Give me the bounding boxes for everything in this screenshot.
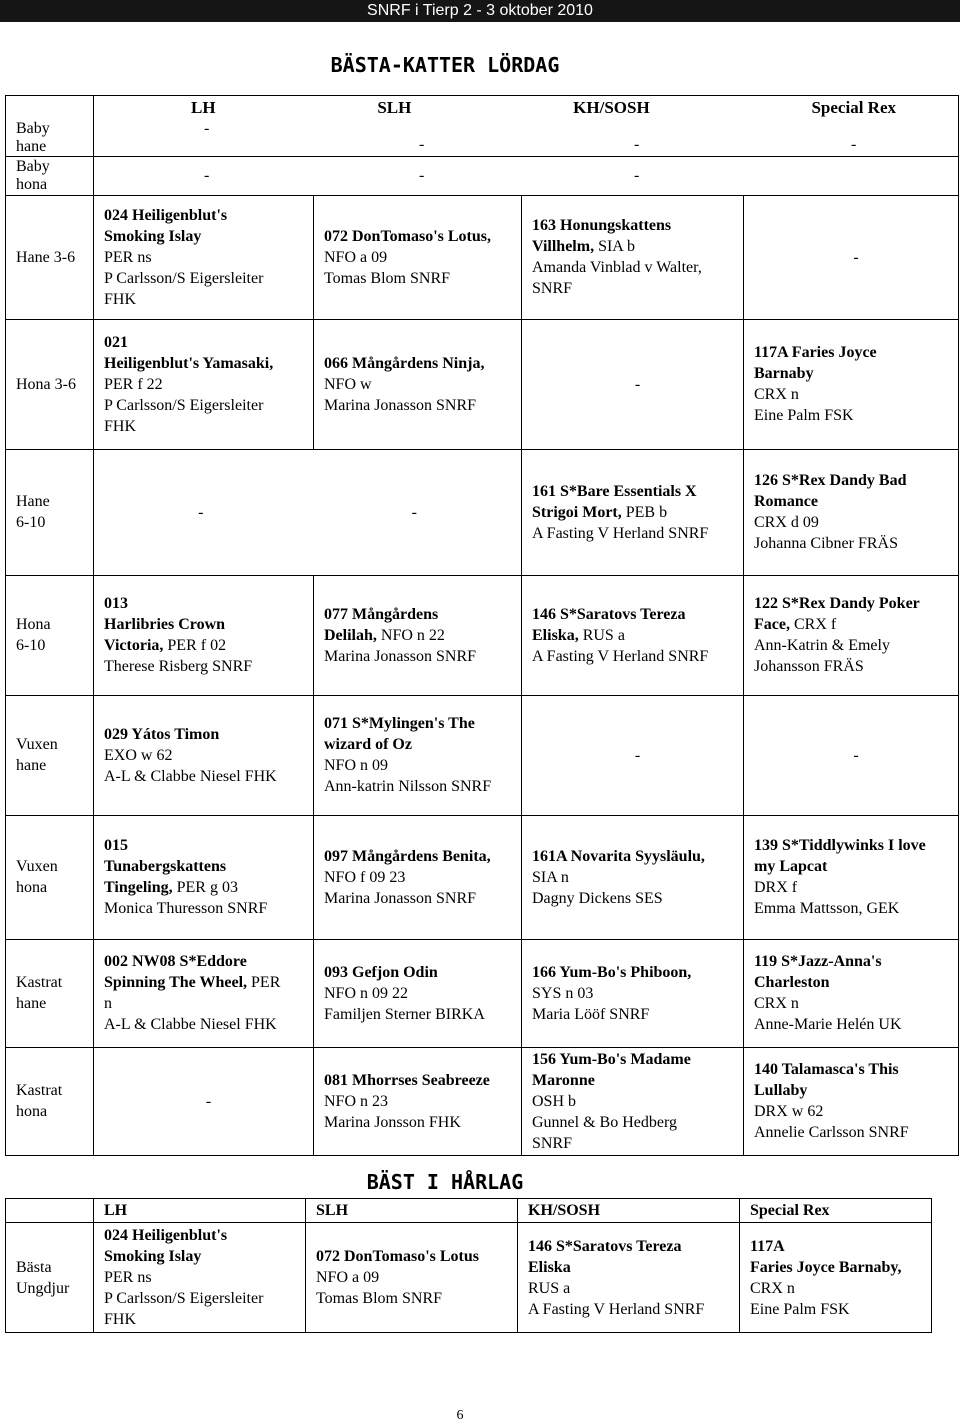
cat-name: Strigoi Mort,: [532, 503, 622, 521]
cat-name: 071 S*Mylingen's The: [324, 715, 475, 732]
result-row: [6, 939, 959, 1047]
cat-name: 117A Faries Joyce: [754, 344, 877, 361]
column-header-lh: LH: [94, 1199, 306, 1223]
empty-cell-dash: -: [411, 503, 417, 521]
column-header-kh-sosh: KH/SOSH: [573, 98, 650, 118]
cat-detail: NFO n 09 22: [324, 984, 409, 1002]
cat-name: 161 S*Bare Essentials X: [532, 482, 697, 500]
cat-detail: Tomas Blom SNRF: [324, 269, 451, 287]
cat-detail: DRX f: [754, 879, 798, 896]
cat-entry: [94, 695, 314, 815]
cat-entry: [94, 195, 314, 319]
cat-name: 021: [104, 333, 128, 351]
cat-entry: [522, 1047, 744, 1155]
cat-detail: FHK: [104, 290, 137, 308]
column-header-slh: SLH: [306, 1199, 518, 1223]
cat-detail: DRX w 62: [754, 1103, 824, 1120]
cat-detail: Dagny Dickens SES: [532, 889, 663, 907]
cat-entry: [314, 815, 522, 939]
results-table: [5, 95, 959, 1156]
empty-cell-dash: -: [522, 695, 744, 815]
cat-detail: Tomas Blom SNRF: [316, 1290, 443, 1307]
document-header: [0, 0, 960, 22]
cat-name: Smoking Islay: [104, 227, 202, 245]
row-label: Bästa Ungdjur: [6, 1223, 94, 1333]
cat-breed-code: SIA b: [594, 238, 635, 255]
result-row: [6, 815, 959, 939]
cat-detail: Maria Lööf SNRF: [532, 1005, 650, 1023]
cat-name: 117A: [750, 1237, 785, 1255]
cat-name: 139 S*Tiddlywinks I love: [754, 837, 926, 854]
empty-cell-dash: -: [744, 195, 959, 319]
cat-name: 066 Mångårdens Ninja,: [324, 354, 485, 372]
cat-detail: SYS n 03: [532, 984, 594, 1002]
cat-breed-code: CRX f: [789, 616, 837, 633]
cat-detail: Ann-katrin Nilsson SNRF: [324, 778, 492, 795]
cat-entry: [314, 319, 522, 449]
cat-entry: [306, 1223, 518, 1333]
cat-detail: A Fasting V Herland SNRF: [532, 647, 709, 665]
cat-entry: [740, 1223, 932, 1333]
header-corner: [6, 96, 94, 120]
cat-name: 097 Mångårdens Benita,: [324, 847, 491, 865]
cat-entry: [94, 1223, 306, 1333]
value-dash: -: [204, 119, 210, 137]
main-title: BÄSTA-KATTER LÖRDAG: [330, 53, 560, 77]
row-baby-hona: [6, 156, 959, 195]
value-dash: -: [634, 166, 640, 184]
result-row: [6, 1047, 959, 1155]
cat-entry: [744, 575, 959, 695]
cat-detail: Anne-Marie Helén UK: [754, 1016, 902, 1033]
cat-detail: Johanna Cibner FRÄS: [754, 535, 898, 552]
cat-name: 122 S*Rex Dandy Poker: [754, 595, 920, 612]
cat-name: my Lapcat: [754, 858, 828, 875]
cat-name: 166 Yum-Bo's Phiboon,: [532, 963, 692, 981]
cat-detail: SNRF: [532, 1134, 573, 1152]
cat-detail: Marina Jonasson SNRF: [324, 647, 477, 665]
cat-name: Barnaby: [754, 365, 814, 382]
row-label: Hane 3-6: [6, 195, 94, 319]
cat-entry: [314, 695, 522, 815]
cat-breed-code: PER g 03: [172, 879, 238, 896]
cat-detail: Familjen Sterner BIRKA: [324, 1005, 485, 1023]
cat-name: Delilah,: [324, 626, 377, 644]
cat-name: Maronne: [532, 1071, 595, 1089]
cat-detail: Eine Palm FSK: [750, 1300, 850, 1318]
cat-detail: P Carlsson/S Eigersleiter: [104, 1290, 264, 1307]
cat-entry: [518, 1223, 740, 1333]
cat-name: 093 Gefjon Odin: [324, 963, 438, 981]
second-header-row: [6, 1199, 932, 1223]
cat-name: Harlibries Crown: [104, 616, 226, 633]
baby-hane-values: [94, 120, 959, 157]
cat-entry: [94, 575, 314, 695]
cat-detail: PER ns: [104, 1269, 152, 1286]
cat-name: 119 S*Jazz-Anna's: [754, 953, 882, 970]
cat-detail: EXO w 62: [104, 746, 173, 764]
cat-entry: [522, 815, 744, 939]
cat-name: 163 Honungskattens: [532, 217, 672, 234]
cat-detail: PER f 22: [104, 375, 163, 393]
cat-entry: [744, 449, 959, 575]
cat-name: Villhelm,: [532, 238, 595, 255]
cat-detail: NFO n 23: [324, 1092, 389, 1110]
value-dash: -: [634, 135, 640, 153]
cat-name: Romance: [754, 493, 818, 510]
cat-name: 024 Heiligenblut's: [104, 206, 228, 224]
value-dash: -: [419, 166, 425, 184]
row-label: Hona 6-10: [6, 575, 94, 695]
cat-detail: Annelie Carlsson SNRF: [754, 1124, 909, 1141]
cat-entry: [522, 195, 744, 319]
value-dash: -: [204, 166, 210, 184]
cat-detail: Amanda Vinblad v Walter,: [532, 259, 702, 276]
result-row: [6, 319, 959, 449]
result-row: [6, 195, 959, 319]
cat-name: 077 Mångårdens: [324, 605, 439, 623]
row-basta-ungdjur: [6, 1223, 932, 1333]
cat-detail: PER ns: [104, 248, 152, 266]
second-title: BÄST I HÅRLAG: [366, 1170, 524, 1194]
cat-name: Victoria,: [104, 637, 164, 654]
cat-name: 146 S*Saratovs Tereza: [528, 1237, 682, 1255]
empty-cell-dash: -: [94, 1047, 314, 1155]
cat-detail: FHK: [104, 1311, 137, 1328]
column-headers: [94, 96, 959, 120]
cat-detail: A Fasting V Herland SNRF: [528, 1300, 705, 1318]
row-baby-hane: [6, 120, 959, 157]
cat-name: 081 Mhorrses Seabreeze: [324, 1071, 490, 1089]
cat-name: Eliska,: [532, 626, 579, 644]
cat-detail: P Carlsson/S Eigersleiter: [104, 269, 264, 287]
cat-detail: CRX d 09: [754, 514, 819, 531]
result-row: [6, 449, 959, 575]
cat-detail: n: [104, 995, 112, 1012]
cat-detail: CRX n: [754, 995, 799, 1012]
cat-name: Smoking Islay: [104, 1248, 202, 1265]
column-header-kh-sosh: KH/SOSH: [518, 1199, 740, 1223]
cat-name: Face,: [754, 616, 790, 633]
best-in-hair-group-table: [5, 1198, 932, 1333]
table-header-row: [6, 96, 959, 120]
cat-detail: OSH b: [532, 1092, 577, 1110]
cat-entry: [744, 815, 959, 939]
cat-breed-code: RUS a: [578, 626, 625, 644]
empty-cell-dash: -: [522, 319, 744, 449]
cat-detail: Eine Palm FSK: [754, 407, 854, 424]
cat-detail: Ann-Katrin & Emely: [754, 637, 890, 654]
cat-name: 072 DonTomaso's Lotus,: [324, 227, 492, 245]
cat-detail: A Fasting V Herland SNRF: [532, 524, 709, 542]
cat-name: 126 S*Rex Dandy Bad: [754, 472, 907, 489]
cat-detail: FHK: [104, 417, 137, 435]
cat-entry: [522, 575, 744, 695]
value-dash: -: [419, 135, 425, 153]
result-row: [6, 575, 959, 695]
row-label: Kastrat hona: [6, 1047, 94, 1155]
cat-name: 015: [104, 837, 128, 854]
baby-hona-values: [94, 156, 959, 195]
cat-entry: [94, 815, 314, 939]
cat-entry: [314, 939, 522, 1047]
cat-detail: NFO a 09: [316, 1269, 380, 1286]
empty-cell-dash: -: [198, 503, 204, 521]
row-label: Vuxen hona: [6, 815, 94, 939]
cat-entry: [314, 1047, 522, 1155]
cat-name: 140 Talamasca's This: [754, 1061, 899, 1078]
row-label: Hane 6-10: [6, 449, 94, 575]
cat-name: Lullaby: [754, 1082, 808, 1099]
cat-name: Tingeling,: [104, 879, 173, 896]
cat-detail: SIA n: [532, 868, 569, 886]
cat-name: Spinning The Wheel,: [104, 974, 248, 991]
cat-name: Faries Joyce Barnaby,: [750, 1258, 902, 1276]
header-corner: [6, 1199, 94, 1223]
row-label: Baby hona: [6, 156, 94, 195]
cat-detail: RUS a: [528, 1279, 571, 1297]
cat-name: Eliska: [528, 1258, 571, 1276]
cat-detail: A-L & Clabbe Niesel FHK: [104, 1016, 277, 1033]
cat-name: Charleston: [754, 974, 830, 991]
cat-detail: NFO n 09: [324, 757, 389, 774]
cat-detail: A-L & Clabbe Niesel FHK: [104, 767, 277, 785]
cat-entry: [314, 575, 522, 695]
cat-name: 029 Yátos Timon: [104, 725, 220, 743]
cat-entry: [744, 1047, 959, 1155]
column-header-lh: LH: [191, 98, 216, 118]
result-row: [6, 695, 959, 815]
cat-detail: NFO f 09 23: [324, 868, 406, 886]
value-dash: -: [851, 135, 857, 153]
cat-detail: P Carlsson/S Eigersleiter: [104, 396, 264, 414]
cat-name: 002 NW08 S*Eddore: [104, 953, 247, 970]
page-number: 6: [456, 1408, 464, 1423]
cat-name: Heiligenblut's Yamasaki,: [104, 354, 274, 372]
cat-breed-code: PER: [247, 974, 281, 991]
cat-name: Tunabergskattens: [104, 858, 227, 875]
cat-detail: Therese Risberg SNRF: [104, 658, 253, 675]
cat-detail: Marina Jonsson FHK: [324, 1113, 461, 1131]
column-header-special-rex: Special Rex: [811, 98, 896, 118]
cat-entry: [744, 939, 959, 1047]
cat-detail: Gunnel & Bo Hedberg: [532, 1113, 678, 1131]
cat-name: wizard of Oz: [324, 736, 412, 753]
cat-entry: [522, 939, 744, 1047]
column-header-slh: SLH: [377, 98, 412, 118]
cat-name: 013: [104, 595, 128, 612]
empty-cell-dash: -: [744, 695, 959, 815]
cat-entry: [94, 939, 314, 1047]
merged-empty-cells: [94, 449, 522, 575]
cat-name: 161A Novarita Syysläulu,: [532, 847, 705, 865]
cat-entry: [314, 195, 522, 319]
cat-detail: Monica Thuresson SNRF: [104, 900, 268, 917]
cat-breed-code: NFO n 22: [376, 626, 445, 644]
cat-entry: [744, 319, 959, 449]
cat-entry: [94, 319, 314, 449]
header-title: SNRF i Tierp 2 - 3 oktober 2010: [367, 2, 593, 19]
row-label: Hona 3-6: [6, 319, 94, 449]
cat-detail: NFO a 09: [324, 248, 388, 266]
cat-breed-code: PER f 02: [163, 637, 227, 654]
row-label: Vuxen hane: [6, 695, 94, 815]
cat-detail: NFO w: [324, 375, 372, 393]
cat-name: 146 S*Saratovs Tereza: [532, 605, 686, 623]
cat-name: 072 DonTomaso's Lotus: [316, 1248, 480, 1265]
row-label: Baby hane: [6, 120, 94, 157]
column-header-special-rex: Special Rex: [740, 1199, 932, 1223]
cat-detail: Emma Mattsson, GEK: [754, 900, 900, 917]
cat-name: 156 Yum-Bo's Madame: [532, 1050, 691, 1068]
cat-detail: Marina Jonasson SNRF: [324, 889, 477, 907]
cat-entry: [522, 449, 744, 575]
cat-detail: Marina Jonasson SNRF: [324, 396, 477, 414]
cat-detail: CRX n: [750, 1279, 795, 1297]
cat-name: 024 Heiligenblut's: [104, 1227, 228, 1244]
cat-detail: SNRF: [532, 280, 573, 297]
cat-detail: Johansson FRÄS: [754, 658, 864, 675]
cat-breed-code: PEB b: [621, 503, 668, 521]
cat-detail: CRX n: [754, 386, 799, 403]
row-label: Kastrat hane: [6, 939, 94, 1047]
